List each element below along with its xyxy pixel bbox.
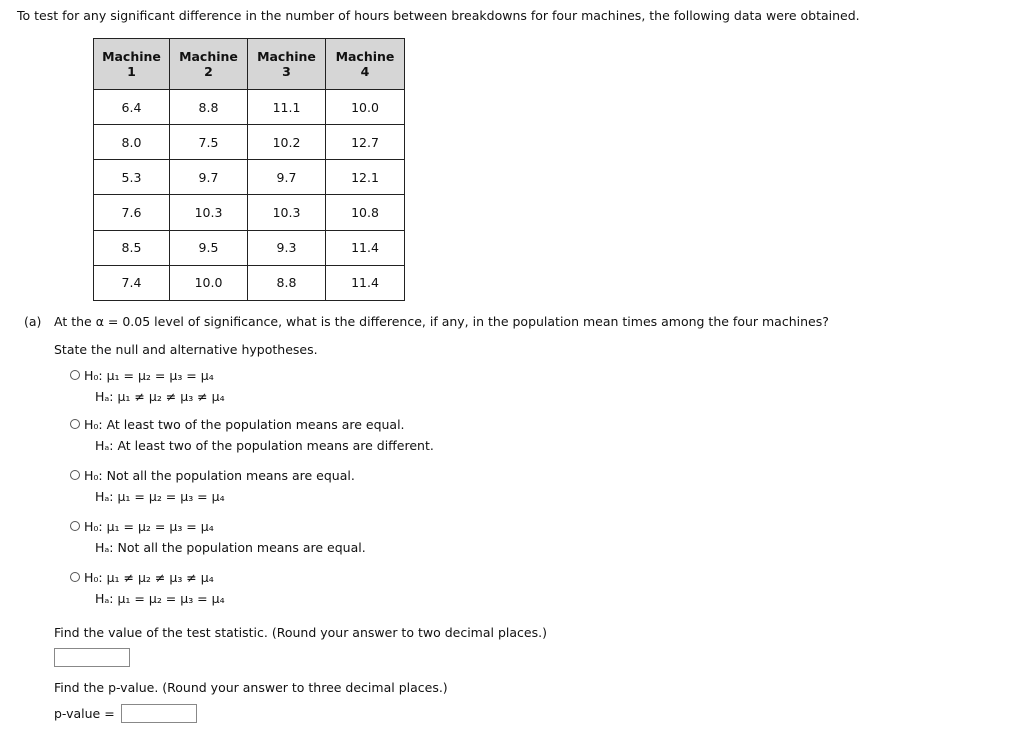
table-row — [94, 230, 405, 265]
radio-button[interactable] — [70, 370, 80, 380]
part-a-label: (a) — [24, 314, 42, 329]
hypothesis-option-1[interactable] — [70, 368, 370, 406]
table-cell: 9.7 — [248, 160, 326, 195]
table-row — [94, 125, 405, 160]
table-cell: 11.4 — [326, 265, 405, 300]
table-row — [94, 90, 405, 125]
table-cell: 10.2 — [248, 125, 326, 160]
option-h0-text: H₀: μ₁ = μ₂ = μ₃ = μ₄ — [84, 519, 214, 534]
table-cell: 8.8 — [170, 90, 248, 125]
table-cell: 9.7 — [170, 160, 248, 195]
table-cell: 9.3 — [248, 230, 326, 265]
radio-button[interactable] — [70, 470, 80, 480]
table-cell: 10.8 — [326, 195, 405, 230]
hypothesis-option-3[interactable] — [70, 468, 390, 506]
option-ha-text: Hₐ: μ₁ ≠ μ₂ ≠ μ₃ ≠ μ₄ — [95, 389, 225, 404]
p-value-prompt: Find the p-value. (Round your answer to three decimal places.) — [54, 680, 448, 695]
header-machine-2: Machine 2 — [170, 39, 248, 90]
hypothesis-option-2[interactable] — [70, 417, 450, 455]
test-statistic-input[interactable] — [54, 648, 130, 667]
table-row — [94, 265, 405, 300]
table-cell: 11.4 — [326, 230, 405, 265]
header-machine-4: Machine 4 — [326, 39, 405, 90]
table-cell: 10.3 — [248, 195, 326, 230]
table-cell: 9.5 — [170, 230, 248, 265]
table-cell: 7.6 — [94, 195, 170, 230]
option-ha-text: Hₐ: Not all the population means are equal. — [95, 540, 366, 555]
table-cell: 12.7 — [326, 125, 405, 160]
option-h0-text: H₀: Not all the population means are equal. — [84, 468, 355, 483]
p-value-label: p-value = — [54, 706, 115, 721]
hypotheses-prompt: State the null and alternative hypotheses. — [54, 342, 318, 357]
test-statistic-prompt: Find the value of the test statistic. (Round your answer to two decimal places.) — [54, 625, 547, 640]
table-cell: 6.4 — [94, 90, 170, 125]
radio-button[interactable] — [70, 572, 80, 582]
option-h0-text: H₀: At least two of the population means are equal. — [84, 417, 405, 432]
table-cell: 8.8 — [248, 265, 326, 300]
option-ha-text: Hₐ: At least two of the population means are different. — [95, 438, 434, 453]
option-ha-text: Hₐ: μ₁ = μ₂ = μ₃ = μ₄ — [95, 489, 225, 504]
table-row — [94, 195, 405, 230]
table-cell: 7.4 — [94, 265, 170, 300]
part-a-question: At the α = 0.05 level of significance, what is the difference, if any, in the population mean times among the four machines? — [54, 314, 829, 329]
option-h0-text: H₀: μ₁ ≠ μ₂ ≠ μ₃ ≠ μ₄ — [84, 570, 214, 585]
option-h0-text: H₀: μ₁ = μ₂ = μ₃ = μ₄ — [84, 368, 214, 383]
table-row — [94, 160, 405, 195]
hypothesis-option-4[interactable] — [70, 519, 390, 557]
table-cell: 11.1 — [248, 90, 326, 125]
table-cell: 8.0 — [94, 125, 170, 160]
p-value-input[interactable] — [121, 704, 197, 723]
radio-button[interactable] — [70, 521, 80, 531]
table-cell: 7.5 — [170, 125, 248, 160]
table-header-row — [94, 39, 405, 90]
table-cell: 10.0 — [170, 265, 248, 300]
header-machine-1: Machine 1 — [94, 39, 170, 90]
table-cell: 10.0 — [326, 90, 405, 125]
table-cell: 8.5 — [94, 230, 170, 265]
table-cell: 5.3 — [94, 160, 170, 195]
hypothesis-option-5[interactable] — [70, 570, 370, 608]
problem-intro: To test for any significant difference in the number of hours between breakdowns for four machines, the following data were obtained. — [17, 8, 860, 23]
header-machine-3: Machine 3 — [248, 39, 326, 90]
machine-data-table — [93, 38, 405, 301]
option-ha-text: Hₐ: μ₁ = μ₂ = μ₃ = μ₄ — [95, 591, 225, 606]
radio-button[interactable] — [70, 419, 80, 429]
table-cell: 12.1 — [326, 160, 405, 195]
table-cell: 10.3 — [170, 195, 248, 230]
